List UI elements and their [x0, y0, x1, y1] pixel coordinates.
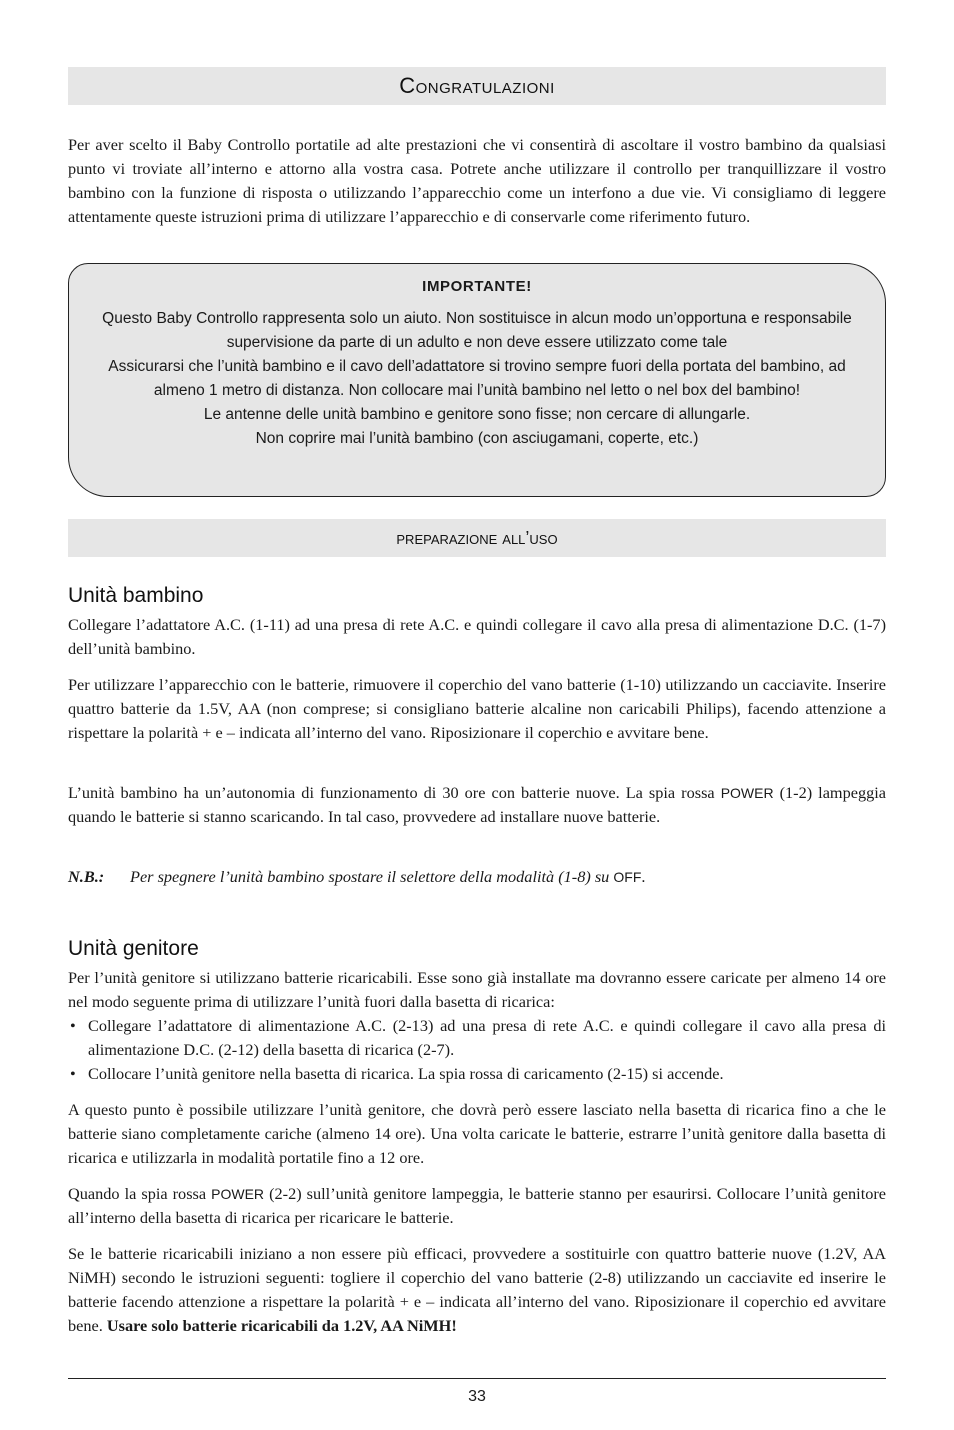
power-label: POWER	[211, 1186, 265, 1202]
important-line: Assicurarsi che l’unità bambino e il cavo dell’adattatore si trovino sempre fuori della portata del bambino, ad almeno 1 metro di distanza. Non collocare mai l’unità bambino nel letto o nel box del bambino!	[108, 358, 846, 399]
note-block	[68, 865, 886, 889]
parent-unit-paragraph-1: Per l’unità genitore si utilizzano batterie ricaricabili. Esse sono già installate ma dovranno essere caricate per almeno 14 ore nel modo seguente prima di utilizzare l’unità fuori dalla basetta di ricarica:	[68, 968, 886, 1011]
section-header-congratulazioni	[68, 67, 886, 105]
baby-unit-p3-text: L’unità bambino ha un’autonomia di funzionamento di 30 ore con batterie nuove. La spia rossa	[68, 783, 715, 802]
parent-unit-p3-text: Quando la spia rossa	[68, 1184, 207, 1203]
footer-rule	[68, 1378, 886, 1379]
list-item: • Collegare l’adattatore di alimentazione A.C. (2-13) ad una presa di rete A.C. e quindi collegare il cavo alla presa di alimentazione D.C. (2-12) della basetta di ricarica (2-7).	[68, 1014, 886, 1062]
section-header-preparazione	[68, 519, 886, 557]
important-notice-box	[68, 263, 886, 497]
heading-parent-unit: Unità genitore	[68, 937, 199, 960]
important-title: IMPORTANTE!	[422, 278, 532, 295]
parent-unit-paragraph-3	[68, 1182, 886, 1230]
important-text	[99, 307, 855, 451]
parent-unit-paragraph-4	[68, 1242, 886, 1338]
parent-unit-p3-text: (2-2) sull’unità genitore lampeggia, le batterie stanno per esaurirsi. Collocare l’unità genitore all’interno della basetta di ricarica per ricaricare le batterie.	[68, 1184, 887, 1227]
note-end: .	[641, 867, 646, 886]
off-label: OFF	[613, 869, 642, 885]
baby-unit-paragraph-2: Per utilizzare l’apparecchio con le batterie, rimuovere il coperchio del vano batterie (1-10) utilizzando un cacciavite. Inserire quattro batterie da 1.5V, AA (non comprese; si consigliano batterie alcaline non caricabili Philips), facendo attenzione a rispettare la polarità + e – indicata all’interno del vano. Riposizionare il coperchio e avvitare bene.	[68, 675, 886, 742]
parent-unit-paragraph-2: A questo punto è possibile utilizzare l’unità genitore, che dovrà però essere lasciato nella basetta di ricarica fino a che le batterie siano completamente cariche (almeno 14 ore). Una volta caricate le batterie, estrarre l’unità genitore dalla basetta di ricarica e utilizzarla in modalità portatile fino a 12 ore.	[68, 1100, 886, 1167]
baby-unit-p3-text: (1-2) lampeggia quando le batterie si stanno scaricando. In tal caso, provvedere ad installare nuove batterie.	[68, 783, 886, 826]
baby-unit-paragraph-1: Collegare l’adattatore A.C. (1-11) ad una presa di rete A.C. e quindi collegare il cavo alla presa di alimentazione D.C. (1-7) dell’unità bambino.	[68, 615, 886, 658]
parent-unit-bullet-list	[68, 1014, 886, 1086]
important-line: Non coprire mai l’unità bambino (con asciugamani, coperte, etc.)	[255, 430, 699, 447]
note-tag: N.B.:	[68, 867, 105, 886]
parent-unit-p4-text: Se le batterie ricaricabili iniziano a non essere più efficaci, provvedere a sostituirle con quattro batterie nuove (1.2V, AA NiMH) secondo le istruzioni seguenti: togliere il coperchio del vano batterie (2-8) utilizzando un cacciavite ed inserire le batterie facendo attenzione a rispettare la polarità + e – indicata all’interno del vano. Riposizionare il coperchio ed avvitare bene.	[68, 1244, 886, 1335]
parent-unit-p4-bold: Usare solo batterie ricaricabili da 1.2V, AA NiMH!	[106, 1316, 457, 1335]
note-text: Per spegnere l’unità bambino spostare il selettore della modalità (1-8) su	[130, 867, 610, 886]
baby-unit-paragraph-3	[68, 781, 886, 829]
page-number: 33	[468, 1388, 486, 1405]
intro-paragraph: Per aver scelto il Baby Controllo portatile ad alte prestazioni che vi consentirà di ascoltare il vostro bambino da qualsiasi punto vi troviate all’interno e attorno alla vostra casa. Potrete anche utilizzare il controllo per tranquillizzare il vostro bambino con la funzione di risposta o utilizzando l’apparecchio come un interfono a due vie. Vi consigliamo di leggere attentamente queste istruzioni prima di utilizzare l’apparecchio e di conservarle come riferimento futuro.	[68, 135, 886, 226]
heading-baby-unit: Unità bambino	[68, 584, 204, 607]
section-title: preparazione all’uso	[396, 528, 558, 548]
power-label: POWER	[720, 785, 774, 801]
important-line: Le antenne delle unità bambino e genitore sono fisse; non cercare di allungarle.	[203, 406, 751, 423]
important-line: Questo Baby Controllo rappresenta solo un aiuto. Non sostituisce in alcun modo un’opportuna e responsabile supervisione da parte di un adulto e non deve essere utilizzato come tale	[102, 310, 852, 351]
section-title: Congratulazioni	[399, 73, 555, 98]
list-item: • Collocare l’unità genitore nella basetta di ricarica. La spia rossa di caricamento (2-15) si accende.	[68, 1062, 886, 1086]
